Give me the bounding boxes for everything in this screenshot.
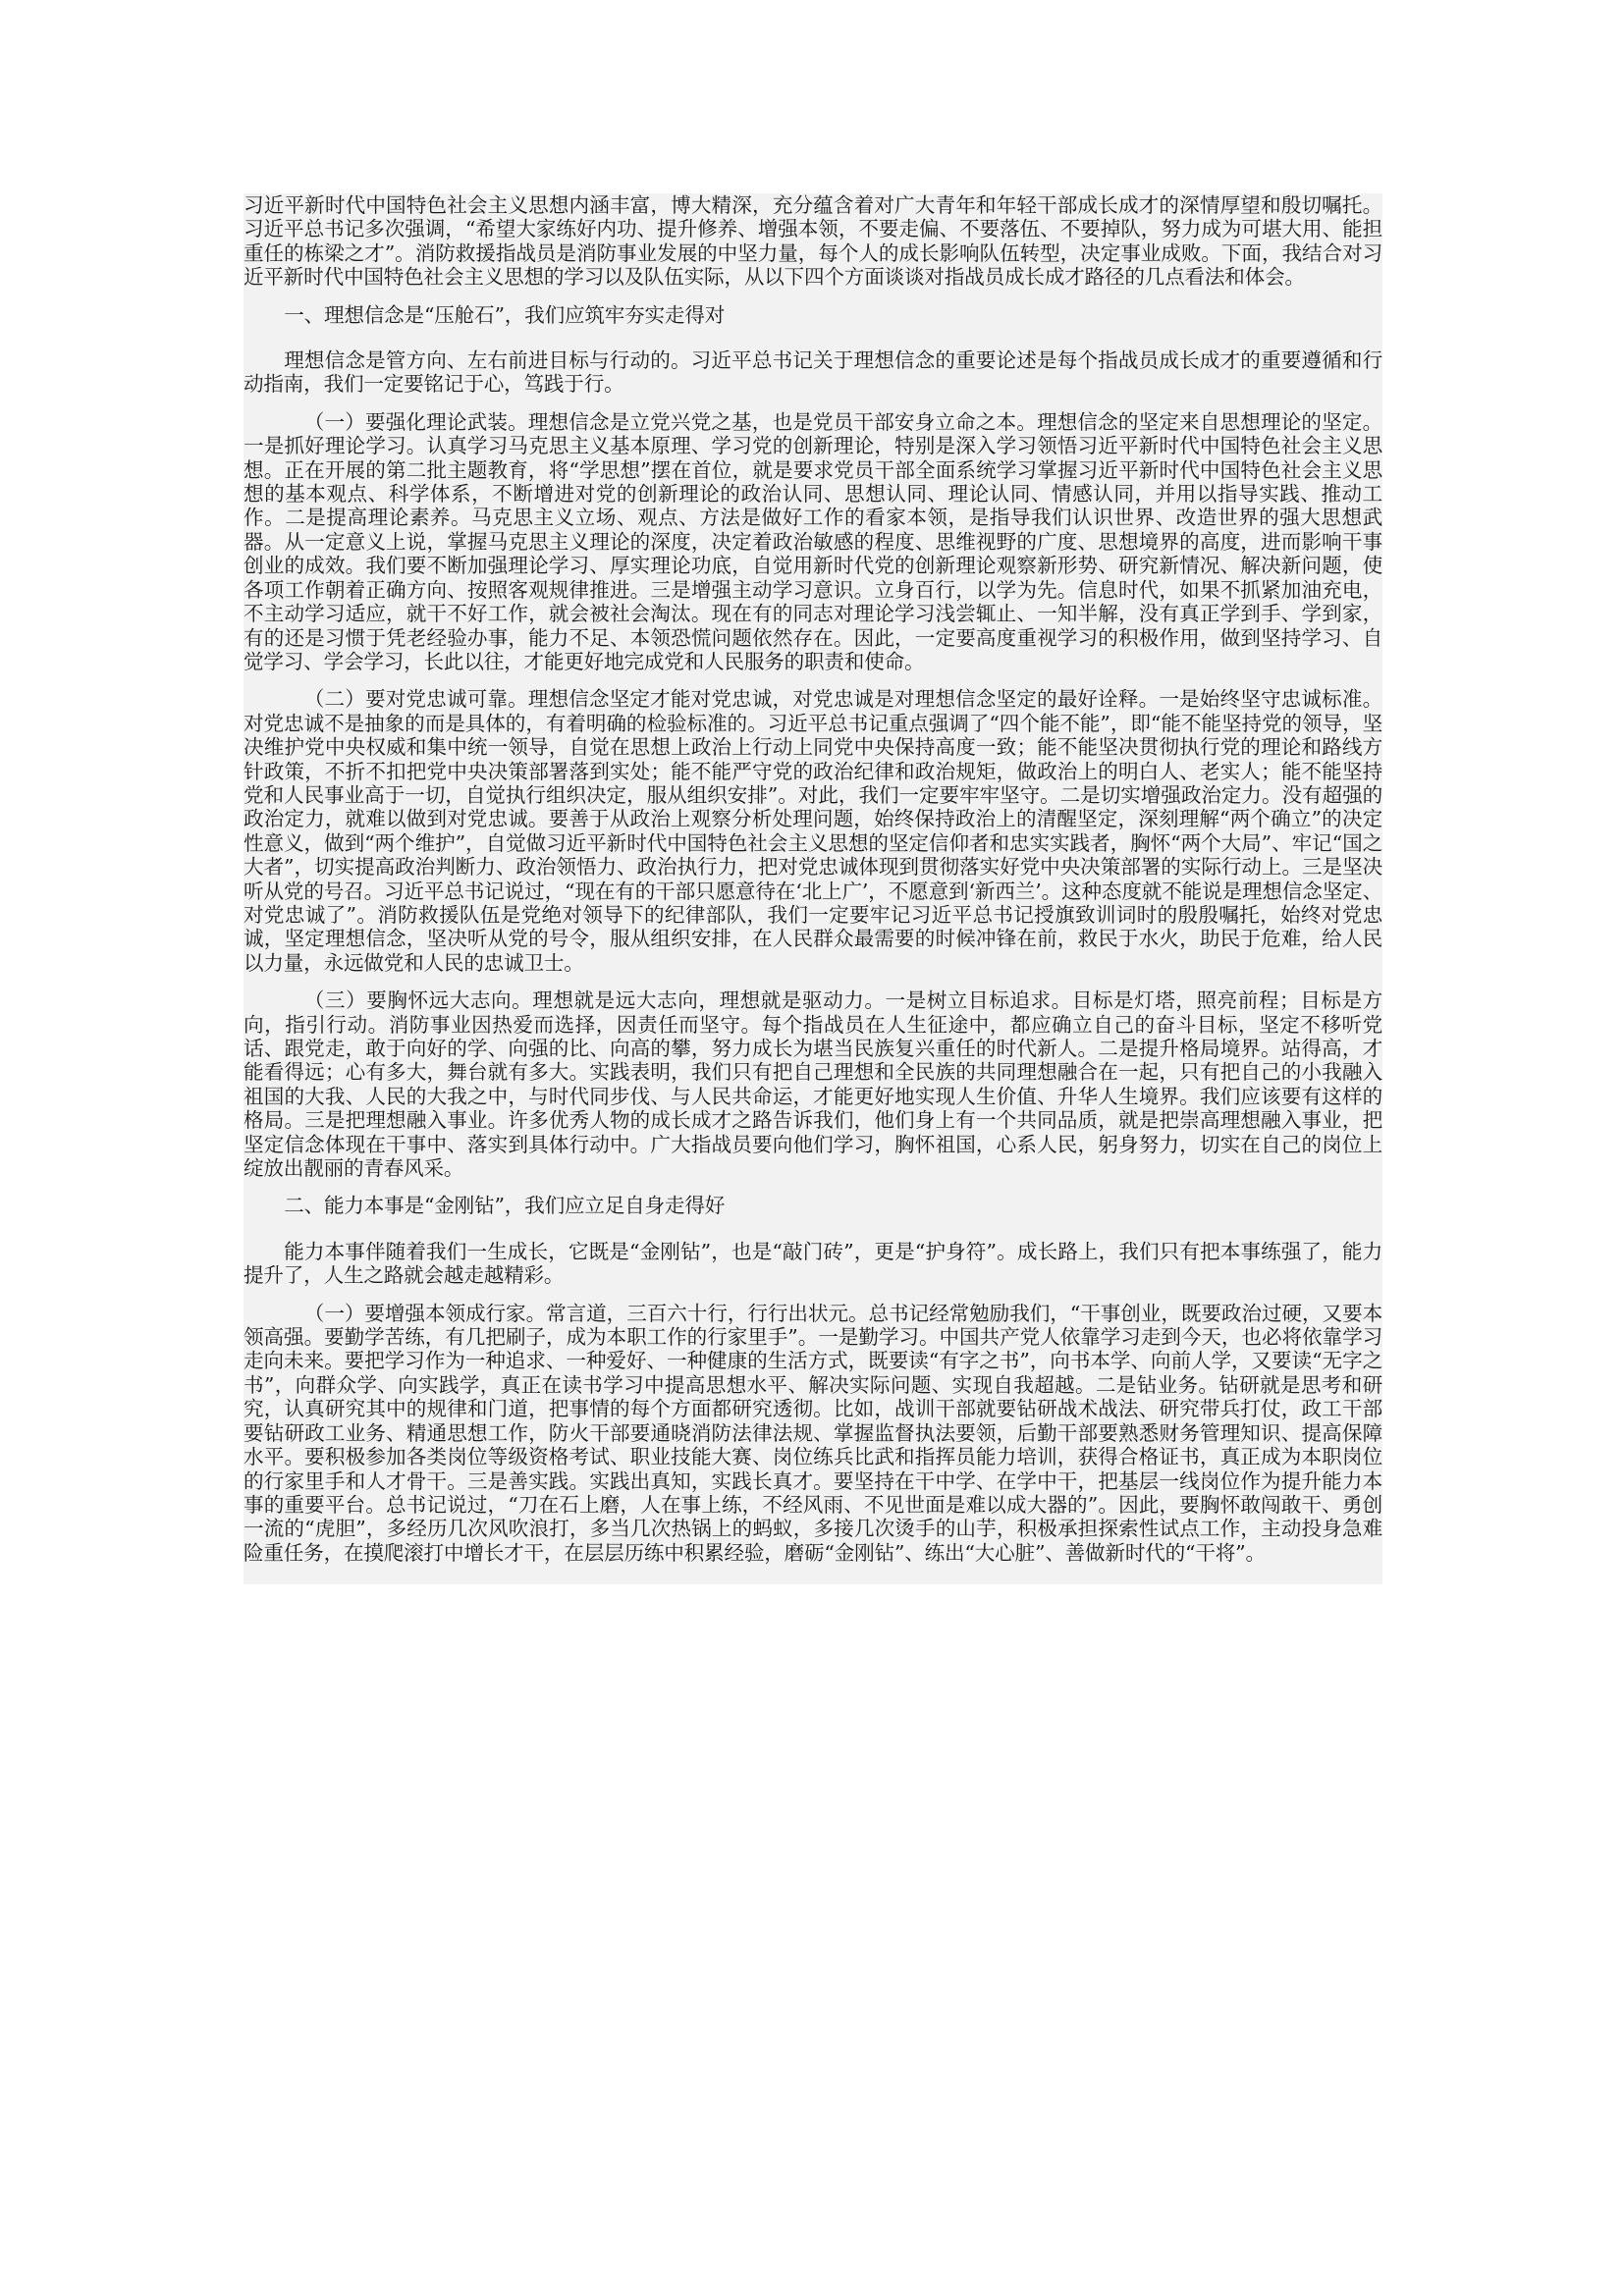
section-1-intro: 理想信念是管方向、左右前进目标与行动的。习近平总书记关于理想信念的重要论述是每个指战员成长成才的重要遵循和行动指南，我们一定要铭记于心，笃践于行。 [244,348,1382,397]
section-2-item-1: （一）要增强本领成行家。常言道，三百六十行，行行出状元。总书记经常勉励我们，“干事创业，既要政治过硬，又要本领高强。要勤学苦练，有几把刷子，成为本职工作的行家里手”。一是勤学习。中国共产党人依靠学习走到今天，也必将依靠学习走向未来。要把学习作为一种追求、一种爱好、一种健康的生活方式，既要读“有字之书”，向书本学、向前人学，又要读“无字之书”，向群众学、向实践学，真正在读书学习中提高思想水平、解决实际问题、实现自我超越。二是钻业务。钻研就是思考和研究，认真研究其中的规律和门道，把事情的每个方面都研究透彻。比如，战训干部就要钻研战术战法、研究带兵打仗，政工干部要钻研政工业务、精通思想工作，防火干部要通晓消防法律法规、掌握监督执法要领，后勤干部要熟悉财务管理知识、提高保障水平。要积极参加各类岗位等级资格考试、职业技能大赛、岗位练兵比武和指挥员能力培训，获得合格证书，真正成为本职岗位的行家里手和人才骨干。三是善实践。实践出真知，实践长真才。要坚持在干中学、在学中干，把基层一线岗位作为提升能力本事的重要平台。总书记说过，“刀在石上磨，人在事上练，不经风雨、不见世面是难以成大器的”。因此，要胸怀敢闯敢干、勇创一流的“虎胆”，多经历几次风吹浪打，多当几次热锅上的蚂蚁，多接几次烫手的山芋，积极承担探索性试点工作，主动投身急难险重任务，在摸爬滚打中增长才干，在层层历练中积累经验，磨砺“金刚钻”、练出“大心脏”、善做新时代的“干将”。 [244,1301,1382,1565]
intro-paragraph: 习近平新时代中国特色社会主义思想内涵丰富，博大精深，充分蕴含着对广大青年和年轻干部成长成才的深情厚望和殷切嘱托。习近平总书记多次强调，“希望大家练好内功、提升修养、增强本领，不要走偏、不要落伍、不要掉队，努力成为可堪大用、能担重任的栋梁之才”。消防救援指战员是消防事业发展的中坚力量，每个人的成长影响队伍转型，决定事业成败。下面，我结合对习近平新时代中国特色社会主义思想的学习以及队伍实际，从以下四个方面谈谈对指战员成长成才路径的几点看法和体会。 [244,193,1382,290]
section-heading-1: 一、理想信念是“压舱石”，我们应筑牢夯实走得对 [284,302,726,327]
document-body [244,193,1382,1584]
section-2-intro: 能力本事伴随着我们一生成长，它既是“金刚钻”，也是“敲门砖”，更是“护身符”。成长路上，我们只有把本事练强了，能力提升了，人生之路就会越走越精彩。 [244,1239,1382,1288]
section-heading-2: 二、能力本事是“金刚钻”，我们应立足自身走得好 [284,1194,726,1218]
section-1-item-1: （一）要强化理论武装。理想信念是立党兴党之基，也是党员干部安身立命之本。理想信念的坚定来自思想理论的坚定。一是抓好理论学习。认真学习马克思主义基本原理、学习党的创新理论，特别是深入学习领悟习近平新时代中国特色社会主义思想。正在开展的第二批主题教育，将“学思想”摆在首位，就是要求党员干部全面系统学习掌握习近平新时代中国特色社会主义思想的基本观点、科学体系，不断增进对党的创新理论的政治认同、思想认同、理论认同、情感认同，并用以指导实践、推动工作。二是提高理论素养。马克思主义立场、观点、方法是做好工作的看家本领，是指导我们认识世界、改造世界的强大思想武器。从一定意义上说，掌握马克思主义理论的深度，决定着政治敏感的程度、思维视野的广度、思想境界的高度，进而影响干事创业的成效。我们要不断加强理论学习、厚实理论功底，自觉用新时代党的创新理论观察新形势、研究新情况、解决新问题，使各项工作朝着正确方向、按照客观规律推进。三是增强主动学习意识。立身百行，以学为先。信息时代，如果不抓紧加油充电，不主动学习适应，就干不好工作，就会被社会淘汰。现在有的同志对理论学习浅尝辄止、一知半解，没有真正学到手、学到家，有的还是习惯于凭老经验办事，能力不足、本领恐慌问题依然存在。因此，一定要高度重视学习的积极作用，做到坚持学习、自觉学习、学会学习，长此以往，才能更好地完成党和人民服务的职责和使命。 [244,409,1382,673]
section-1-item-3: （三）要胸怀远大志向。理想就是远大志向，理想就是驱动力。一是树立目标追求。目标是灯塔，照亮前程；目标是方向，指引行动。消防事业因热爱而选择，因责任而坚守。每个指战员在人生征途中，都应确立自己的奋斗目标，坚定不移听党话、跟党走，敢于向好的学、向强的比、向高的攀，努力成长为堪当民族复兴重任的时代新人。二是提升格局境界。站得高，才能看得远；心有多大，舞台就有多大。实践表明，我们只有把自己理想和全民族的共同理想融合在一起，只有把自己的小我融入祖国的大我、人民的大我之中，与时代同步伐、与人民共命运，才能更好地实现人生价值、升华人生境界。我们应该要有这样的格局。三是把理想融入事业。许多优秀人物的成长成才之路告诉我们，他们身上有一个共同品质，就是把崇高理想融入事业，把坚定信念体现在干事中、落实到具体行动中。广大指战员要向他们学习，胸怀祖国，心系人民，躬身努力，切实在自己的岗位上绽放出靓丽的青春风采。 [244,988,1382,1181]
section-1-item-2: （二）要对党忠诚可靠。理想信念坚定才能对党忠诚，对党忠诚是对理想信念坚定的最好诠释。一是始终坚守忠诚标准。对党忠诚不是抽象的而是具体的，有着明确的检验标准的。习近平总书记重点强调了“四个能不能”，即“能不能坚持党的领导，坚决维护党中央权威和集中统一领导，自觉在思想上政治上行动上同党中央保持高度一致；能不能坚决贯彻执行党的理论和路线方针政策，不折不扣把党中央决策部署落到实处；能不能严守党的政治纪律和政治规矩，做政治上的明白人、老实人；能不能坚持党和人民事业高于一切，自觉执行组织决定，服从组织安排”。对此，我们一定要牢牢坚守。二是切实增强政治定力。没有超强的政治定力，就难以做到对党忠诚。要善于从政治上观察分析处理问题，始终保持政治上的清醒坚定，深刻理解“两个确立”的决定性意义，做到“两个维护”，自觉做习近平新时代中国特色社会主义思想的坚定信仰者和忠实实践者，胸怀“两个大局”、牢记“国之大者”，切实提高政治判断力、政治领悟力、政治执行力，把对党忠诚体现到贯彻落实好党中央决策部署的实际行动上。三是坚决听从党的号召。习近平总书记说过，“现在有的干部只愿意待在‘北上广’，不愿意到‘新西兰’。这种态度就不能说是理想信念坚定、对党忠诚了”。消防救援队伍是党绝对领导下的纪律部队，我们一定要牢记习近平总书记授旗致训词时的殷殷嘱托，始终对党忠诚，坚定理想信念，坚决听从党的号令，服从组织安排，在人民群众最需要的时候冲锋在前，救民于水火，助民于危难，给人民以力量，永远做党和人民的忠诚卫士。 [244,687,1382,975]
